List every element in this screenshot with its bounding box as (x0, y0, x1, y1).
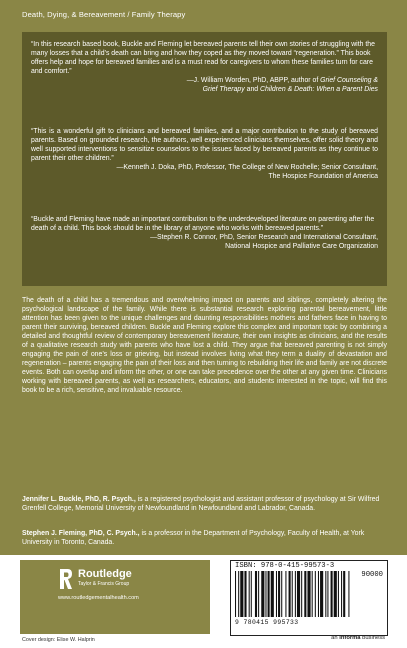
endorsement-text: “This is a wonderful gift to clinicians and bereaved families, and a major contribution to the study of bereaved parents. Based on grounded research, the authors, well experienced clinicians themselves, offer solid theory and well supported interventions to sensitize counselors to the issues faced by bereaved parents as they continue to parent their other children.” (31, 128, 378, 162)
barcode-bar (318, 571, 319, 617)
endorsement-text: “In this research based book, Buckle and Fleming let bereaved parents tell their own stories of struggling with the many losses that a child’s death can bring and how they coped as they moved toward “regeneration.” This book offers help and hope for bereaved families and is a must read for caregivers to whom these families turn for care and comfort.” (31, 41, 375, 75)
barcode-bar (261, 571, 264, 617)
description-text: The death of a child has a tremendous and overwhelming impact on parents and siblings, completely altering the psychological landscape of the family. While there is substantial research exploring parental bereavement, little attention has been given to the unique challenges and daunting responsibilities mothers and fathers face in having to parent their surviving, bereaved children. Buckle and Fleming explore this complex and important topic by combining a detailed and thoughtful review of contemporary bereavement literature, their own insights as clinicians, and the results of a qualitative research study with parents who have lost a child. They argue that bereaved parenting is not simply engaging the pain of one’s loss or grieving, but instead involves living what they term a duality of devastation and regeneration – parents engaging the pain of their loss and then turning to rebuilding their life and family are not discrete events. Both can overlap and inform the other, or one can take precedence over the other at any given time. Clinicians working with bereaved parents, as well as researchers, educators, and students interested in the topic, will find this book to be a rich, sensitive, and invaluable resource. (22, 297, 387, 394)
barcode-bar (268, 571, 270, 617)
endorsement-attribution: —Stephen R. Connor, PhD, Senior Research and International Consultant, National Hospice and Palliative Care Organization (150, 233, 378, 250)
barcode-bar (255, 571, 257, 617)
barcode-bar (338, 571, 339, 617)
barcode-bar (258, 571, 259, 617)
book-description (22, 297, 387, 395)
barcode-bar (327, 571, 328, 617)
barcode-bar (240, 571, 243, 617)
price-code: 90000 (361, 571, 383, 579)
endorsement-attribution: —J. William Worden, PhD, ABPP, author of Grief Counseling & Grief Therapy and Children & Death: When a Parent Dies (186, 76, 378, 93)
publisher-block (20, 560, 210, 634)
publisher-group: Taylor & Francis Group (78, 581, 130, 587)
endorsement-2 (31, 128, 378, 181)
barcode-bar (320, 571, 323, 617)
barcode-bar (297, 571, 300, 617)
publisher-website: www.routledgementalhealth.com (58, 595, 139, 601)
informa-tagline: an informa business (331, 635, 385, 641)
barcode-bar (295, 571, 296, 617)
barcode-digits: 9 780415 995733 (235, 619, 299, 626)
endorsement-attribution: —Kenneth J. Doka, PhD, Professor, The College of New Rochelle; Senior Consultant, The Hospice Foundation of America (116, 163, 378, 180)
author-name: Jennifer L. Buckle, PhD, R. Psych., (22, 496, 136, 503)
author-bio-2 (22, 530, 387, 548)
barcode-bar (278, 571, 280, 617)
barcode-bar (292, 571, 293, 617)
barcode-bar (249, 571, 250, 617)
author-bio-1 (22, 496, 387, 514)
barcode-box (230, 560, 388, 636)
endorsements-box (22, 32, 387, 286)
author-bio-text: is a professor in the Department of Psychology, Faculty of Health, at York University in Toronto, Canada. (22, 530, 365, 546)
author-bio-text: is a registered psychologist and assistant professor of psychology at Sir Wilfred Grenfell College, Memorial University of Newfoundland in Newfoundland and Labrador, Canada. (22, 496, 380, 512)
isbn-label: ISBN: 978-0-415-99573-3 (235, 562, 335, 570)
barcode-bar (276, 571, 277, 617)
barcode-bar (244, 571, 246, 617)
barcode-bar (285, 571, 286, 617)
barcode-bar (307, 571, 310, 617)
barcode-bar (289, 571, 291, 617)
barcode-bar (265, 571, 266, 617)
barcode-bar (348, 571, 349, 617)
barcode-bar (325, 571, 326, 617)
endorsement-3 (31, 216, 378, 252)
endorsement-text: “Buckle and Fleming have made an important contribution to the underdeveloped literature on parenting after the death of a child. This book should be in the library of anyone who works with bereaved parents.” (31, 216, 375, 232)
routledge-logo-icon (58, 568, 74, 590)
cover-design-credit: Cover design: Elise W. Halprin (22, 637, 95, 643)
barcode-bar (271, 571, 274, 617)
barcode-bar (315, 571, 316, 617)
endorsement-1 (31, 41, 378, 94)
category-label: Death, Dying, & Bereavement / Family Therapy (22, 10, 186, 19)
publisher-name: Routledge (78, 568, 132, 580)
barcode-bar (334, 571, 337, 617)
barcode-bar (238, 571, 239, 617)
author-name: Stephen J. Fleming, PhD, C. Psych., (22, 530, 140, 537)
barcode-bar (281, 571, 282, 617)
barcode-bar (251, 571, 252, 617)
barcode-bar (343, 571, 345, 617)
barcode-bar (304, 571, 306, 617)
barcode-bar (341, 571, 342, 617)
barcode-bar (301, 571, 302, 617)
barcode-icon (235, 571, 383, 617)
barcode-bar (312, 571, 313, 617)
footer (0, 555, 407, 648)
barcode-bar (331, 571, 333, 617)
barcode-bar (235, 571, 236, 617)
